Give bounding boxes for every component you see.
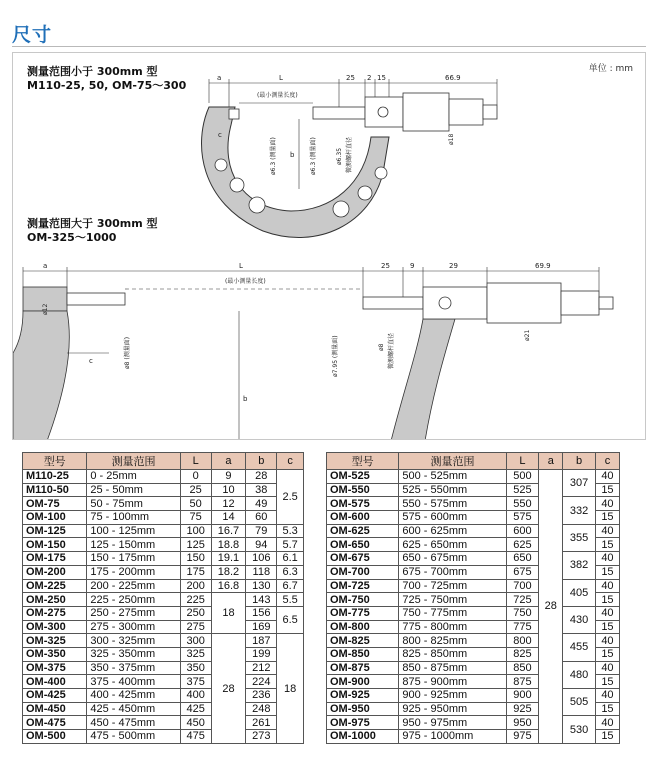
table-row	[23, 497, 304, 511]
cell-model: OM-150	[23, 538, 87, 552]
small-dim-phi6-3-b: ø6.3 (测量面)	[310, 137, 317, 175]
table-row	[327, 661, 620, 675]
cell-c: 15	[595, 593, 619, 607]
small-frame-hole	[333, 201, 349, 217]
cell-c: 6.3	[277, 565, 304, 579]
cell-model: M110-50	[23, 483, 87, 497]
large-lock-icon	[439, 297, 451, 309]
spec-table-right	[326, 452, 620, 744]
large-ratchet-cap	[599, 297, 613, 309]
table-row	[327, 579, 620, 593]
cell-L: 625	[506, 538, 539, 552]
large-dim-29: 29	[449, 262, 458, 270]
cell-L: 350	[180, 661, 211, 675]
cell-a-merged: 28	[539, 470, 563, 744]
cell-model: OM-125	[23, 524, 87, 538]
table-row	[23, 470, 304, 484]
cell-L: 600	[506, 524, 539, 538]
cell-a: 19.1	[211, 552, 246, 566]
cell-range: 700 - 725mm	[399, 579, 506, 593]
small-caption-line-2: M110-25, 50, OM-75～300	[27, 79, 187, 92]
cell-range: 425 - 450mm	[87, 702, 180, 716]
cell-a: 18.8	[211, 538, 246, 552]
small-micrometer-drawing	[202, 74, 497, 238]
cell-L: 575	[506, 511, 539, 525]
cell-model: OM-925	[327, 689, 399, 703]
header-model: 型号	[327, 453, 399, 470]
cell-range: 600 - 625mm	[399, 524, 506, 538]
cell-L: 850	[506, 661, 539, 675]
cell-c-merged: 2.5	[277, 470, 304, 525]
large-micrometer-drawing	[13, 262, 613, 440]
cell-range: 725 - 750mm	[399, 593, 506, 607]
cell-model: OM-625	[327, 524, 399, 538]
cell-L: 425	[180, 702, 211, 716]
cell-b: 118	[246, 565, 277, 579]
cell-model: OM-725	[327, 579, 399, 593]
cell-model: OM-575	[327, 497, 399, 511]
table-row	[23, 675, 304, 689]
header-L: L	[180, 453, 211, 470]
cell-L: 150	[180, 552, 211, 566]
cell-model: OM-225	[23, 579, 87, 593]
table-row	[23, 524, 304, 538]
large-dim-69-9: 69.9	[535, 262, 551, 270]
cell-L: 50	[180, 497, 211, 511]
small-frame	[202, 107, 389, 238]
cell-L: 400	[180, 689, 211, 703]
cell-L: 750	[506, 606, 539, 620]
cell-model: OM-550	[327, 483, 399, 497]
cell-range: 875 - 900mm	[399, 675, 506, 689]
large-dim-b: b	[243, 395, 248, 403]
cell-c: 6.7	[277, 579, 304, 593]
cell-c: 6.1	[277, 552, 304, 566]
cell-L: 800	[506, 634, 539, 648]
header-b: b	[246, 453, 277, 470]
table-row	[23, 552, 304, 566]
large-dim-a: a	[43, 262, 48, 270]
table-row	[23, 689, 304, 703]
cell-c: 40	[595, 661, 619, 675]
table-row	[23, 702, 304, 716]
cell-model: OM-450	[23, 702, 87, 716]
cell-a: 16.7	[211, 524, 246, 538]
cell-model: OM-275	[23, 606, 87, 620]
cell-range: 325 - 350mm	[87, 647, 180, 661]
unit-label: 单位 : mm	[588, 64, 633, 74]
cell-c: 5.5	[277, 593, 304, 607]
cell-L: 675	[506, 565, 539, 579]
table-row	[327, 716, 620, 730]
cell-a-merged: 28	[211, 634, 246, 744]
cell-a: 12	[211, 497, 246, 511]
cell-model: OM-650	[327, 538, 399, 552]
cell-c: 40	[595, 470, 619, 484]
large-dim-thread-label: 微测螺杆直径	[388, 332, 395, 369]
small-frame-hole	[230, 178, 244, 192]
cell-model: OM-425	[23, 689, 87, 703]
large-spindle	[363, 297, 423, 309]
cell-b: 130	[246, 579, 277, 593]
cell-b: 94	[246, 538, 277, 552]
cell-b-merged: 405	[563, 579, 596, 606]
cell-range: 50 - 75mm	[87, 497, 180, 511]
cell-L: 875	[506, 675, 539, 689]
cell-range: 525 - 550mm	[399, 483, 506, 497]
small-dim-phi18: ø18	[448, 133, 455, 145]
cell-range: 575 - 600mm	[399, 511, 506, 525]
cell-b: 28	[246, 470, 277, 484]
cell-range: 975 - 1000mm	[399, 730, 506, 744]
cell-range: 375 - 400mm	[87, 675, 180, 689]
cell-L: 950	[506, 716, 539, 730]
cell-L: 325	[180, 647, 211, 661]
header-c: c	[277, 453, 304, 470]
header-range: 测量范围	[87, 453, 180, 470]
cell-c-merged: 18	[277, 634, 304, 744]
cell-c: 15	[595, 730, 619, 744]
cell-c: 40	[595, 579, 619, 593]
cell-range: 750 - 775mm	[399, 606, 506, 620]
large-dim-phi8-b: ø8	[378, 343, 385, 351]
cell-c: 15	[595, 565, 619, 579]
table-header-row	[327, 453, 620, 470]
table-row	[327, 552, 620, 566]
cell-a: 10	[211, 483, 246, 497]
small-frame-hole	[375, 167, 387, 179]
small-ratchet	[449, 99, 483, 125]
small-frame-hole	[215, 159, 227, 171]
cell-c: 5.3	[277, 524, 304, 538]
cell-c: 15	[595, 675, 619, 689]
cell-c: 15	[595, 538, 619, 552]
cell-b: 236	[246, 689, 277, 703]
cell-range: 175 - 200mm	[87, 565, 180, 579]
cell-b-merged: 480	[563, 661, 596, 688]
cell-L: 25	[180, 483, 211, 497]
large-dim-L: L	[239, 262, 243, 270]
table-row	[23, 647, 304, 661]
page-title: 尺寸	[12, 24, 53, 46]
small-dim-max-length: (最小测量长度)	[257, 92, 298, 99]
cell-L: 450	[180, 716, 211, 730]
table-row	[327, 689, 620, 703]
cell-model: OM-350	[23, 647, 87, 661]
cell-range: 675 - 700mm	[399, 565, 506, 579]
cell-range: 25 - 50mm	[87, 483, 180, 497]
cell-range: 250 - 275mm	[87, 606, 180, 620]
cell-model: OM-1000	[327, 730, 399, 744]
large-sleeve	[423, 287, 487, 319]
table-row	[23, 620, 304, 634]
cell-c: 40	[595, 552, 619, 566]
small-lock-icon	[378, 107, 388, 117]
cell-L: 250	[180, 606, 211, 620]
table-row	[23, 593, 304, 607]
header-a: a	[211, 453, 246, 470]
cell-L: 500	[506, 470, 539, 484]
cell-model: OM-200	[23, 565, 87, 579]
header-model: 型号	[23, 453, 87, 470]
table-row	[23, 538, 304, 552]
cell-c: 5.7	[277, 538, 304, 552]
cell-model: M110-25	[23, 470, 87, 484]
cell-L: 975	[506, 730, 539, 744]
cell-L: 200	[180, 579, 211, 593]
cell-b-merged: 455	[563, 634, 596, 661]
cell-range: 800 - 825mm	[399, 634, 506, 648]
cell-L: 225	[180, 593, 211, 607]
cell-L: 650	[506, 552, 539, 566]
cell-a: 16.8	[211, 579, 246, 593]
cell-model: OM-600	[327, 511, 399, 525]
cell-model: OM-900	[327, 675, 399, 689]
cell-range: 200 - 225mm	[87, 579, 180, 593]
cell-c: 40	[595, 716, 619, 730]
large-thimble	[487, 283, 561, 323]
table-row	[23, 565, 304, 579]
small-dim-thread-label: 微测螺杆直径	[346, 136, 353, 173]
small-spindle	[313, 107, 365, 119]
cell-range: 650 - 675mm	[399, 552, 506, 566]
cell-L: 475	[180, 730, 211, 744]
cell-c: 40	[595, 606, 619, 620]
title-divider	[12, 46, 646, 47]
cell-model: OM-175	[23, 552, 87, 566]
cell-range: 150 - 175mm	[87, 552, 180, 566]
table-row	[327, 470, 620, 484]
small-dim-c: c	[218, 131, 222, 139]
spec-table-left	[22, 452, 304, 744]
cell-b: 143	[246, 593, 277, 607]
cell-c: 15	[595, 511, 619, 525]
cell-model: OM-850	[327, 647, 399, 661]
cell-L: 125	[180, 538, 211, 552]
small-dim-phi6-3-a: ø6.3 (测量面)	[270, 137, 277, 175]
small-frame-hole	[358, 186, 372, 200]
table-row	[23, 483, 304, 497]
cell-range: 500 - 525mm	[399, 470, 506, 484]
cell-model: OM-950	[327, 702, 399, 716]
large-caption-line-2: OM-325～1000	[27, 231, 117, 244]
cell-model: OM-525	[327, 470, 399, 484]
cell-L: 0	[180, 470, 211, 484]
cell-L: 700	[506, 579, 539, 593]
cell-a-merged: 18	[211, 593, 246, 634]
large-anvil	[67, 293, 125, 305]
cell-b-merged: 307	[563, 470, 596, 497]
cell-a: 9	[211, 470, 246, 484]
cell-b: 60	[246, 511, 277, 525]
dimension-drawing-panel	[12, 52, 646, 440]
cell-b: 38	[246, 483, 277, 497]
header-b: b	[563, 453, 596, 470]
large-dim-9: 9	[410, 262, 415, 270]
large-caption-line-1: 测量范围大于 300mm 型	[27, 217, 158, 230]
cell-a: 14	[211, 511, 246, 525]
cell-range: 900 - 925mm	[399, 689, 506, 703]
cell-c: 15	[595, 483, 619, 497]
cell-c: 15	[595, 620, 619, 634]
cell-b: 199	[246, 647, 277, 661]
small-dim-2: 2	[367, 74, 372, 82]
small-ratchet-cap	[483, 105, 497, 119]
small-dim-a: a	[217, 74, 222, 82]
cell-c: 15	[595, 702, 619, 716]
cell-L: 725	[506, 593, 539, 607]
cell-range: 625 - 650mm	[399, 538, 506, 552]
small-dim-66-9: 66.9	[445, 74, 461, 82]
table-row	[23, 579, 304, 593]
cell-b-merged: 355	[563, 524, 596, 551]
cell-range: 400 - 425mm	[87, 689, 180, 703]
cell-L: 175	[180, 565, 211, 579]
cell-b-merged: 430	[563, 606, 596, 633]
cell-L: 75	[180, 511, 211, 525]
cell-c: 40	[595, 524, 619, 538]
large-dim-phi12: ø12	[42, 303, 49, 315]
header-a: a	[539, 453, 563, 470]
table-row	[23, 511, 304, 525]
large-frame-right	[391, 319, 455, 440]
small-anvil	[229, 109, 239, 119]
cell-L: 375	[180, 675, 211, 689]
cell-b: 248	[246, 702, 277, 716]
cell-range: 75 - 100mm	[87, 511, 180, 525]
cell-range: 225 - 250mm	[87, 593, 180, 607]
cell-a: 18.2	[211, 565, 246, 579]
cell-b: 273	[246, 730, 277, 744]
small-frame-hole	[249, 197, 265, 213]
cell-range: 100 - 125mm	[87, 524, 180, 538]
cell-model: OM-800	[327, 620, 399, 634]
cell-L: 300	[180, 634, 211, 648]
table-row	[23, 606, 304, 620]
cell-range: 450 - 475mm	[87, 716, 180, 730]
cell-c: 15	[595, 647, 619, 661]
cell-range: 775 - 800mm	[399, 620, 506, 634]
large-dim-phi8: ø8 (测量面)	[124, 336, 131, 369]
cell-model: OM-100	[23, 511, 87, 525]
cell-model: OM-300	[23, 620, 87, 634]
cell-c: 40	[595, 689, 619, 703]
header-range: 测量范围	[399, 453, 506, 470]
cell-range: 125 - 150mm	[87, 538, 180, 552]
cell-model: OM-475	[23, 716, 87, 730]
table-header-row	[23, 453, 304, 470]
cell-b-merged: 505	[563, 689, 596, 716]
cell-L: 925	[506, 702, 539, 716]
cell-range: 925 - 950mm	[399, 702, 506, 716]
table-row	[327, 606, 620, 620]
cell-L: 775	[506, 620, 539, 634]
table-row	[23, 730, 304, 744]
cell-range: 300 - 325mm	[87, 634, 180, 648]
cell-L: 100	[180, 524, 211, 538]
large-dim-phi7-95: ø7.95 (测量面)	[332, 335, 339, 377]
large-dim-max-length: (最小测量长度)	[225, 278, 266, 285]
cell-L: 525	[506, 483, 539, 497]
cell-b: 169	[246, 620, 277, 634]
cell-b: 49	[246, 497, 277, 511]
large-dim-phi21: ø21	[524, 329, 531, 341]
small-dim-15: 15	[377, 74, 386, 82]
cell-model: OM-500	[23, 730, 87, 744]
cell-b: 106	[246, 552, 277, 566]
cell-b-merged: 382	[563, 552, 596, 579]
large-ratchet	[561, 291, 599, 315]
large-dim-c: c	[89, 357, 93, 365]
cell-c: 40	[595, 497, 619, 511]
table-row	[23, 634, 304, 648]
cell-range: 825 - 850mm	[399, 647, 506, 661]
cell-model: OM-875	[327, 661, 399, 675]
header-c: c	[595, 453, 619, 470]
cell-model: OM-250	[23, 593, 87, 607]
table-row	[23, 716, 304, 730]
cell-b: 212	[246, 661, 277, 675]
cell-model: OM-75	[23, 497, 87, 511]
cell-c: 40	[595, 634, 619, 648]
cell-model: OM-825	[327, 634, 399, 648]
table-row	[327, 634, 620, 648]
cell-range: 275 - 300mm	[87, 620, 180, 634]
cell-model: OM-700	[327, 565, 399, 579]
table-row	[327, 524, 620, 538]
cell-L: 900	[506, 689, 539, 703]
small-thimble	[403, 93, 449, 131]
header-L: L	[506, 453, 539, 470]
large-dim-25: 25	[381, 262, 390, 270]
cell-model: OM-750	[327, 593, 399, 607]
cell-range: 475 - 500mm	[87, 730, 180, 744]
cell-b: 187	[246, 634, 277, 648]
small-dim-25: 25	[346, 74, 355, 82]
cell-model: OM-325	[23, 634, 87, 648]
cell-L: 550	[506, 497, 539, 511]
cell-L: 275	[180, 620, 211, 634]
cell-range: 950 - 975mm	[399, 716, 506, 730]
cell-b-merged: 332	[563, 497, 596, 524]
cell-b: 261	[246, 716, 277, 730]
cell-b: 156	[246, 606, 277, 620]
small-caption-line-1: 测量范围小于 300mm 型	[27, 65, 158, 78]
cell-range: 550 - 575mm	[399, 497, 506, 511]
cell-range: 0 - 25mm	[87, 470, 180, 484]
cell-b: 224	[246, 675, 277, 689]
small-dim-L: L	[279, 74, 283, 82]
cell-model: OM-775	[327, 606, 399, 620]
cell-c-merged: 6.5	[277, 606, 304, 633]
cell-range: 350 - 375mm	[87, 661, 180, 675]
cell-model: OM-975	[327, 716, 399, 730]
cell-model: OM-375	[23, 661, 87, 675]
table-row	[327, 497, 620, 511]
cell-model: OM-400	[23, 675, 87, 689]
small-dim-b: b	[290, 151, 295, 159]
cell-model: OM-675	[327, 552, 399, 566]
cell-range: 850 - 875mm	[399, 661, 506, 675]
cell-b-merged: 530	[563, 716, 596, 743]
cell-b: 79	[246, 524, 277, 538]
cell-L: 825	[506, 647, 539, 661]
micrometer-diagrams	[13, 53, 646, 440]
large-frame-left	[13, 311, 69, 440]
table-row	[23, 661, 304, 675]
small-dim-phi6-35: ø6.35	[336, 147, 343, 165]
